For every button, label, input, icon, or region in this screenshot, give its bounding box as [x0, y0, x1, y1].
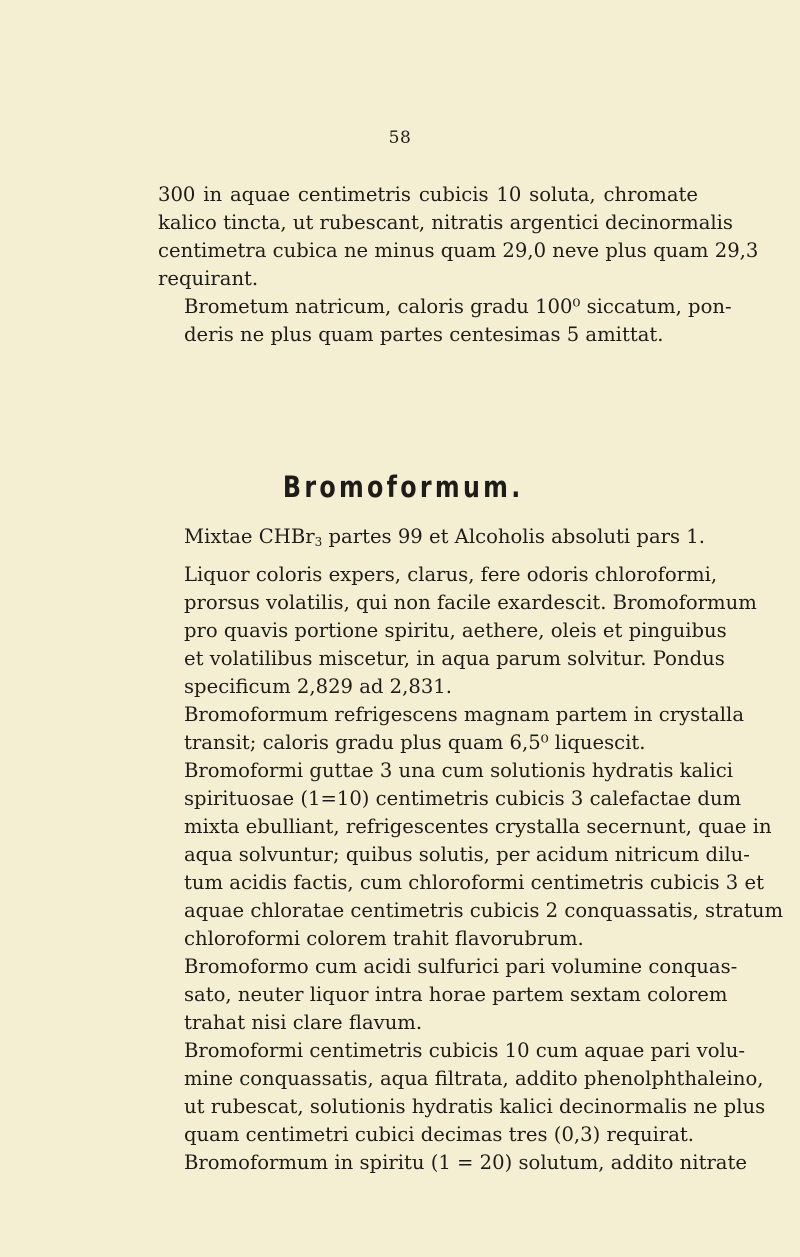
- text-line: et volatilibus miscetur, in aqua parum solvitur. Pondus: [184, 647, 725, 670]
- text-line: prorsus volatilis, qui non facile exardescit. Bromoformum: [184, 591, 757, 614]
- text-line: tum acidis factis, cum chloroformi centimetris cubicis 3 et: [184, 871, 764, 894]
- text-line: kalico tincta, ut rubescant, nitratis argentici decinormalis: [158, 211, 733, 234]
- composition-text-before: Mixtae CHBr: [184, 525, 315, 548]
- text-line: Bromoformum refrigescens magnam partem in crystalla: [184, 703, 745, 726]
- paragraph: [158, 757, 784, 953]
- text-line: aquae chloratae centimetris cubicis 2 conquassatis, stratum: [184, 899, 784, 922]
- paragraph: [158, 1037, 766, 1149]
- text-line: requirant.: [158, 267, 259, 290]
- page-number: 58: [388, 128, 412, 148]
- text-line: specificum 2,829 ad 2,831.: [184, 675, 452, 698]
- text-line: mine conquassatis, aqua filtrata, addito phenolphthaleino,: [184, 1067, 764, 1090]
- text-line: transit; caloris gradu plus quam 6,5⁰ liquescit.: [184, 731, 646, 754]
- text-line: Liquor coloris expers, clarus, fere odoris chloroformi,: [184, 563, 718, 586]
- text-line: Bromoformi guttae 3 una cum solutionis hydratis kalici: [184, 759, 733, 782]
- paragraph: [158, 181, 759, 293]
- paragraph: [158, 561, 757, 701]
- text-line: deris ne plus quam partes centesimas 5 amittat.: [184, 323, 664, 346]
- paragraph: [158, 701, 745, 757]
- text-line: sato, neuter liquor intra horae partem sextam colorem: [184, 983, 728, 1006]
- text-line: chloroformi colorem trahit flavorubrum.: [184, 927, 584, 950]
- paragraph: [158, 953, 738, 1037]
- previous-section-text: [158, 181, 759, 349]
- composition-line: [184, 523, 744, 551]
- text-line: 300 in aquae centimetris cubicis 10 soluta, chromate: [158, 183, 698, 206]
- text-line: centimetra cubica ne minus quam 29,0 neve plus quam 29,3: [158, 239, 759, 262]
- text-line: aqua solvuntur; quibus solutis, per acidum nitricum dilu-: [184, 843, 750, 866]
- section-heading: Bromoformum.: [282, 470, 524, 504]
- text-line: spirituosae (1=10) centimetris cubicis 3 calefactae dum: [184, 787, 742, 810]
- composition-text-after: partes 99 et Alcoholis absoluti pars 1.: [322, 525, 705, 548]
- section-body: [158, 561, 784, 1177]
- formula-subscript: 3: [314, 535, 323, 549]
- text-line: ut rubescat, solutionis hydratis kalici decinormalis ne plus: [184, 1095, 766, 1118]
- text-line: Bromoformi centimetris cubicis 10 cum aquae pari volu-: [184, 1039, 746, 1062]
- text-line: Brometum natricum, caloris gradu 100⁰ siccatum, pon-: [184, 295, 732, 318]
- text-line: quam centimetri cubici decimas tres (0,3) requirat.: [184, 1123, 695, 1146]
- text-line: pro quavis portione spiritu, aethere, oleis et pinguibus: [184, 619, 727, 642]
- paragraph: [158, 1149, 747, 1177]
- text-line: Bromoformum in spiritu (1 = 20) solutum, addito nitrate: [184, 1151, 747, 1174]
- text-line: trahat nisi clare flavum.: [184, 1011, 423, 1034]
- text-line: mixta ebulliant, refrigescentes crystalla secernunt, quae in: [184, 815, 772, 838]
- text-line: Bromoformo cum acidi sulfurici pari volumine conquas-: [184, 955, 738, 978]
- paragraph: [158, 293, 732, 349]
